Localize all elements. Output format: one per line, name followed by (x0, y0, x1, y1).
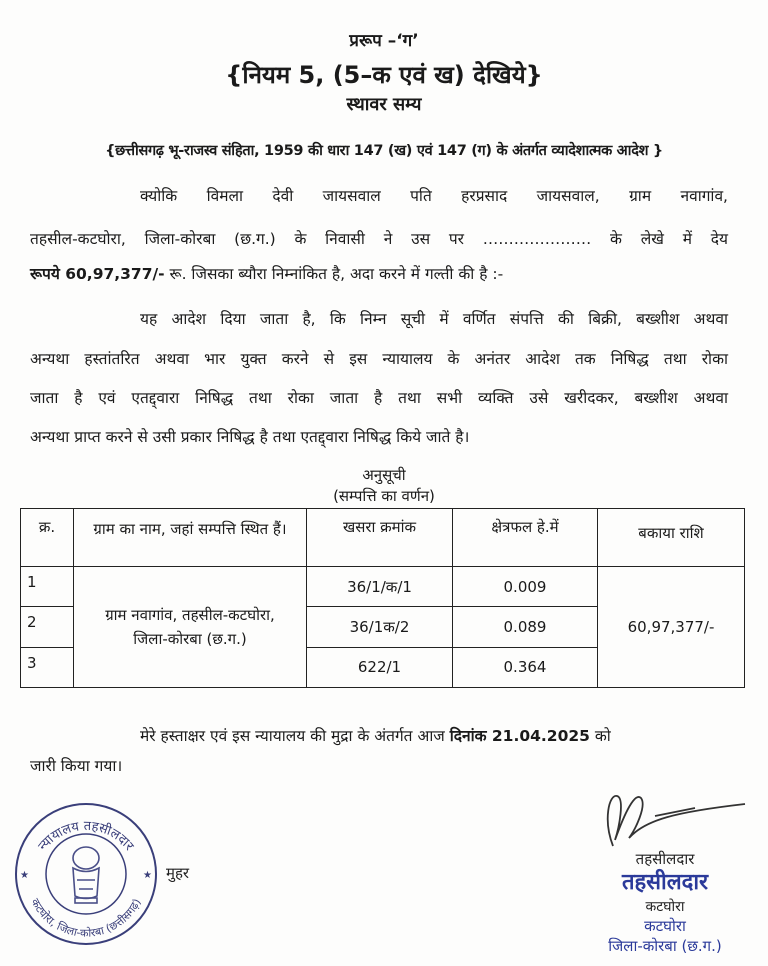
schedule-subtitle: (सम्पत्ति का वर्णन) (333, 487, 435, 505)
para2-line2: अन्यथा हस्तांतरित अथवा भार युक्त करने से इस न्यायालय के अनंतर आदेश तक निषिद्ध तथा रोका (30, 350, 728, 368)
closing-line1 (30, 724, 690, 746)
court-seal-stamp (12, 800, 160, 948)
serial-cell: 1 (21, 567, 74, 607)
col-khasra: खसरा क्रमांक (307, 509, 453, 567)
signatory-stamp-district: जिला-कोरबा (छ.ग.) (608, 937, 722, 955)
serial-cell: 2 (21, 607, 74, 647)
form-label: प्ररूप –‘ग’ (349, 31, 419, 51)
subject-heading: स्थावर सम्य (346, 94, 422, 115)
area-cell: 0.089 (453, 607, 598, 647)
signatory-place: कटघोरा (645, 899, 685, 915)
seal-ring-bottom: कटघोरा, जिला-कोरबा (छत्तीसगढ़) (28, 896, 144, 940)
act-reference: {छत्तीसगढ़ भू-राजस्व संहिता, 1959 की धारा 147 (ख) एवं 147 (ग) के अंतर्गत व्यादेशात्मक आदेश } (105, 143, 663, 159)
schedule-title: अनुसूची (362, 466, 406, 484)
due-amount: रूपये 60,97,377/- (30, 265, 165, 283)
svg-text:★: ★ (143, 870, 152, 881)
para1-line2: तहसील-कटघोरा, जिला-कोरबा (छ.ग.) के निवासी ने उस पर ………………… के लेखे में देय (30, 230, 728, 248)
amount-cell: 60,97,377/- (598, 567, 745, 688)
para2-line1: यह आदेश दिया जाता है, कि निम्न सूची में वर्णित संपत्ति की बिक्री, बख्शीश अथवा (140, 310, 728, 328)
khasra-cell: 36/1/क/1 (307, 567, 453, 607)
para1-line1: क्योकि विमला देवी जायसवाल पति हरप्रसाद जायसवाल, ग्राम नवागांव, (140, 187, 728, 205)
col-area: क्षेत्रफल हे.में (453, 509, 598, 567)
seal-label: मुहर (166, 864, 190, 882)
svg-text:न्यायालय तहसीलदार (36, 819, 137, 854)
village-cell: ग्राम नवागांव, तहसील-कटघोरा, जिला-कोरबा (छ.ग.) (74, 567, 307, 688)
signature (585, 786, 760, 850)
para1-line3-rest: रू. जिसका ब्यौरा निम्नांकित है, अदा करने में गल्ती की है :- (164, 265, 504, 283)
national-emblem-icon (73, 847, 99, 903)
serial-cell: 3 (21, 647, 74, 687)
para2-line4: अन्यथा प्राप्त करने से उसी प्रकार निषिद्ध है तथा एतद्द्वारा निषिद्ध किये जाते है। (30, 428, 470, 446)
svg-text:★: ★ (20, 870, 29, 881)
closing-text-end: को (589, 727, 611, 745)
seal-ring-top: न्यायालय तहसीलदार (35, 818, 137, 854)
closing-line2: जारी किया गया। (30, 757, 123, 775)
para1-line3 (30, 262, 728, 284)
area-cell: 0.009 (453, 567, 598, 607)
property-schedule-table (20, 508, 745, 688)
rule-reference: {नियम 5, (5–क एवं ख) देखिये} (225, 61, 543, 89)
khasra-cell: 622/1 (307, 647, 453, 687)
para2-line3: जाता है एवं एतद्द्वारा निषिद्ध तथा रोका जाता है तथा सभी व्यक्ति उसे खरीदकर, बख्शीश अथवा (30, 389, 728, 407)
khasra-cell: 36/1क/2 (307, 607, 453, 647)
col-amount: बकाया राशि (598, 509, 745, 567)
col-serial: क्र. (21, 509, 74, 567)
area-cell: 0.364 (453, 647, 598, 687)
issue-date: दिनांक 21.04.2025 (449, 727, 590, 745)
signatory-title: तहसीलदार (635, 850, 695, 868)
table-header-row (21, 509, 745, 567)
col-village: ग्राम का नाम, जहां सम्पत्ति स्थित हैं। (74, 509, 307, 567)
table-row (21, 567, 745, 607)
signatory-stamp-place: कटघोरा (644, 917, 686, 935)
closing-text: मेरे हस्ताक्षर एवं इस न्यायालय की मुद्रा के अंतर्गत आज (140, 727, 450, 745)
signatory-stamp-title: तहसीलदार (621, 870, 709, 895)
